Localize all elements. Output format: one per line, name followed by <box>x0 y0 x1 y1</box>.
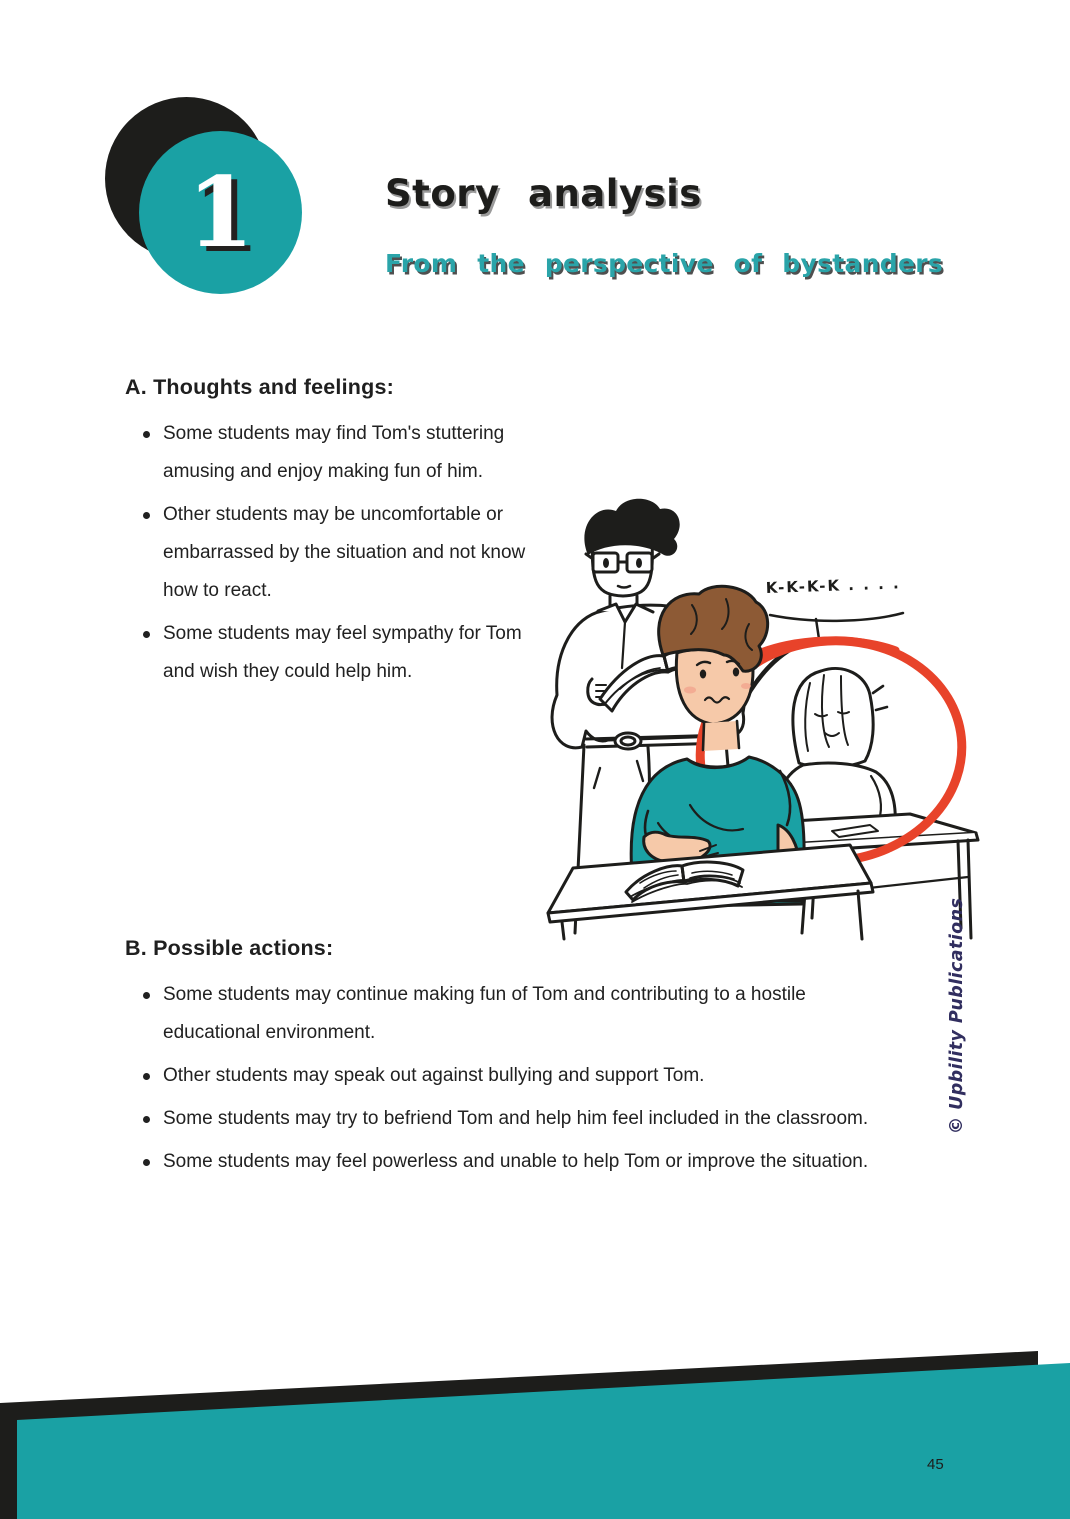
page-number: 45 <box>927 1456 944 1473</box>
boy-desk <box>548 845 873 939</box>
list-item: Some students may find Tom's stuttering amusing and enjoy making fun of him. <box>140 415 532 491</box>
list-item: Some students may try to befriend Tom and help him feel included in the classroom. <box>140 1100 870 1138</box>
page-subtitle: From the perspective of bystanders <box>385 249 944 278</box>
copyright-vertical-text: © Upbility Publications <box>947 897 967 1135</box>
list-item: Some students may feel sympathy for Tom and wish they could help him. <box>140 615 532 691</box>
list-item: Some students may continue making fun of Tom and contributing to a hostile educational environment. <box>140 976 870 1052</box>
section-b-heading: B. Possible actions: <box>125 936 334 960</box>
badge-number: 1 <box>187 156 254 269</box>
list-item: Other students may be uncomfortable or embarrassed by the situation and not know how to react. <box>140 496 532 610</box>
list-item: Other students may speak out against bullying and support Tom. <box>140 1057 870 1095</box>
section-a-heading: A. Thoughts and feelings: <box>125 375 394 399</box>
bottom-decor-bands <box>0 1300 1070 1519</box>
list-item: Some students may feel powerless and unable to help Tom or improve the situation. <box>140 1143 870 1181</box>
page-title: Story analysis <box>385 172 702 215</box>
section-b-list <box>140 976 870 1186</box>
section-a-list <box>140 415 532 696</box>
speech-text: K-K-K-K . . . . <box>765 574 902 597</box>
classroom-illustration <box>540 493 980 948</box>
